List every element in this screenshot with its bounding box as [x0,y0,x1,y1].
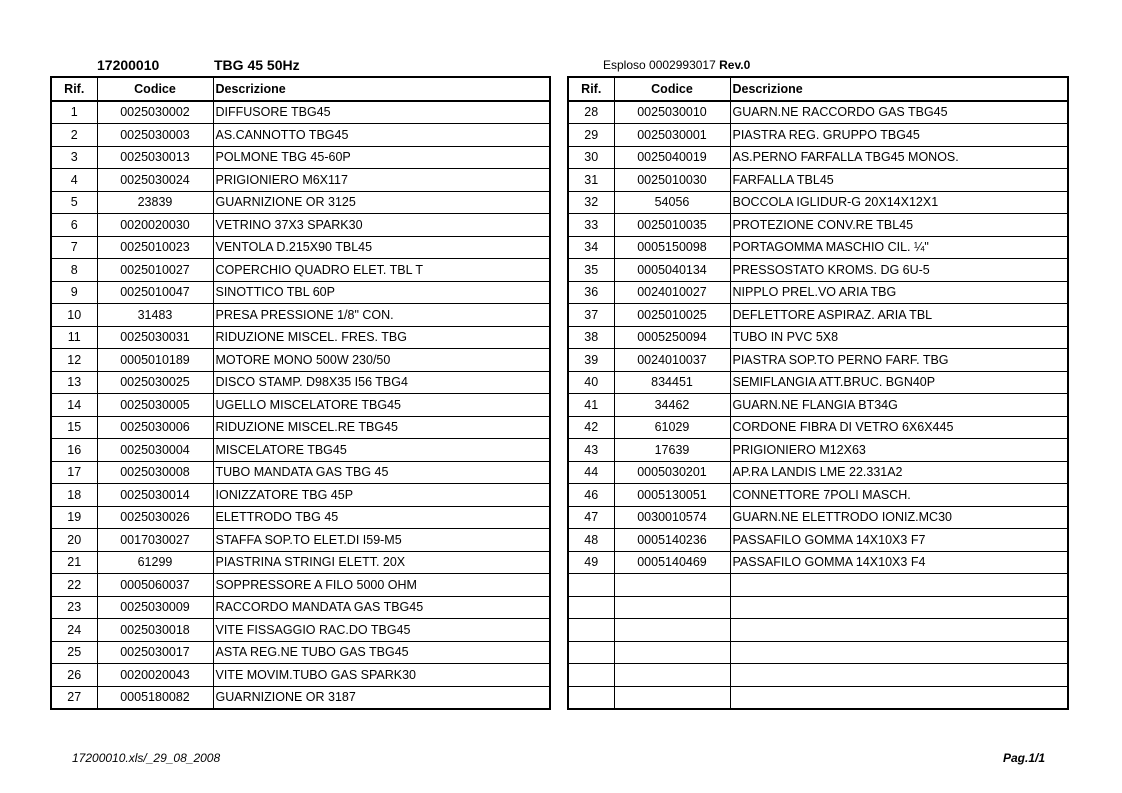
cell-rif: 34 [568,236,614,259]
parts-table-left-body [51,101,550,710]
cell-descrizione: RACCORDO MANDATA GAS TBG45 [213,596,550,619]
cell-rif: 19 [51,506,97,529]
table-row [51,596,550,619]
model-title: TBG 45 50Hz [214,57,300,73]
footer-page-number: Pag.1/1 [1003,751,1046,765]
table-row [51,619,550,642]
cell-codice: 31483 [97,304,213,327]
cell-rif: 3 [51,146,97,169]
cell-rif: 21 [51,551,97,574]
cell-codice [614,686,730,709]
cell-descrizione: VITE MOVIM.TUBO GAS SPARK30 [213,664,550,687]
cell-rif: 42 [568,416,614,439]
table-row [51,641,550,664]
cell-descrizione [730,686,1068,709]
cell-rif [568,574,614,597]
table-row [51,371,550,394]
table-row [568,686,1068,709]
cell-descrizione: MOTORE MONO 500W 230/50 [213,349,550,372]
cell-rif: 33 [568,214,614,237]
table-row [568,484,1068,507]
explosion-number: Esploso 0002993017 [603,58,716,72]
table-row [51,146,550,169]
cell-descrizione: AP.RA LANDIS LME 22.331A2 [730,461,1068,484]
cell-rif: 13 [51,371,97,394]
cell-descrizione: NIPPLO PREL.VO ARIA TBG [730,281,1068,304]
cell-rif: 2 [51,124,97,147]
col-header-codice: Codice [97,77,213,101]
cell-rif: 36 [568,281,614,304]
cell-codice [614,574,730,597]
cell-descrizione [730,596,1068,619]
cell-descrizione: DISCO STAMP. D98X35 I56 TBG4 [213,371,550,394]
cell-descrizione: COPERCHIO QUADRO ELET. TBL T [213,259,550,282]
cell-codice: 0025010030 [614,169,730,192]
cell-descrizione [730,641,1068,664]
cell-codice: 0025030006 [97,416,213,439]
table-row [51,484,550,507]
cell-rif [568,686,614,709]
cell-codice: 0025030008 [97,461,213,484]
table-row [51,686,550,709]
table-row [568,619,1068,642]
cell-rif: 26 [51,664,97,687]
cell-descrizione: PROTEZIONE CONV.RE TBL45 [730,214,1068,237]
cell-rif: 28 [568,101,614,124]
cell-codice: 54056 [614,191,730,214]
cell-rif: 10 [51,304,97,327]
table-row [568,529,1068,552]
cell-descrizione: ELETTRODO TBG 45 [213,506,550,529]
table-row [568,146,1068,169]
table-row [51,191,550,214]
cell-codice: 0025010023 [97,236,213,259]
cell-codice: 0025030002 [97,101,213,124]
cell-codice [614,664,730,687]
cell-descrizione: PRESSOSTATO KROMS. DG 6U-5 [730,259,1068,282]
cell-codice: 61029 [614,416,730,439]
cell-rif: 25 [51,641,97,664]
table-row [51,259,550,282]
cell-codice [614,619,730,642]
cell-rif: 35 [568,259,614,282]
table-row [51,461,550,484]
table-row [568,236,1068,259]
cell-descrizione: TUBO MANDATA GAS TBG 45 [213,461,550,484]
cell-descrizione [730,574,1068,597]
table-row [568,641,1068,664]
cell-descrizione: POLMONE TBG 45-60P [213,146,550,169]
table-header-row [51,77,550,101]
table-row [51,664,550,687]
table-row [51,529,550,552]
table-row [51,349,550,372]
cell-rif: 15 [51,416,97,439]
footer-file-name: 17200010.xls/_29_08_2008 [72,751,221,765]
cell-codice: 0024010037 [614,349,730,372]
cell-codice: 0025030026 [97,506,213,529]
cell-rif: 8 [51,259,97,282]
cell-codice: 0005150098 [614,236,730,259]
cell-descrizione: GUARNIZIONE OR 3125 [213,191,550,214]
cell-rif: 38 [568,326,614,349]
cell-codice: 0025010025 [614,304,730,327]
cell-codice: 23839 [97,191,213,214]
cell-rif: 22 [51,574,97,597]
document-code: 17200010 [97,57,160,73]
cell-rif: 29 [568,124,614,147]
cell-codice: 0017030027 [97,529,213,552]
table-row [568,461,1068,484]
cell-descrizione: DIFFUSORE TBG45 [213,101,550,124]
cell-rif: 4 [51,169,97,192]
cell-descrizione: PRESA PRESSIONE 1/8" CON. [213,304,550,327]
cell-rif: 30 [568,146,614,169]
col-header-descrizione: Descrizione [730,77,1068,101]
table-row [568,664,1068,687]
table-row [568,394,1068,417]
cell-codice: 834451 [614,371,730,394]
table-row [568,506,1068,529]
cell-rif [568,641,614,664]
cell-descrizione: PIASTRA SOP.TO PERNO FARF. TBG [730,349,1068,372]
table-row [568,169,1068,192]
cell-rif: 31 [568,169,614,192]
cell-descrizione: UGELLO MISCELATORE TBG45 [213,394,550,417]
cell-rif: 27 [51,686,97,709]
cell-rif: 39 [568,349,614,372]
cell-rif: 7 [51,236,97,259]
cell-codice: 0005140469 [614,551,730,574]
table-row [51,574,550,597]
cell-codice: 0025030014 [97,484,213,507]
cell-descrizione: PASSAFILO GOMMA 14X10X3 F4 [730,551,1068,574]
cell-descrizione: PRIGIONIERO M12X63 [730,439,1068,462]
cell-codice: 0025030013 [97,146,213,169]
cell-rif: 20 [51,529,97,552]
col-header-descrizione: Descrizione [213,77,550,101]
cell-codice: 0025030009 [97,596,213,619]
cell-codice [614,641,730,664]
cell-descrizione: GUARNIZIONE OR 3187 [213,686,550,709]
table-row [568,304,1068,327]
cell-descrizione: VENTOLA D.215X90 TBL45 [213,236,550,259]
cell-rif: 23 [51,596,97,619]
table-row [51,124,550,147]
cell-rif: 40 [568,371,614,394]
cell-descrizione: AS.PERNO FARFALLA TBG45 MONOS. [730,146,1068,169]
cell-descrizione: VITE FISSAGGIO RAC.DO TBG45 [213,619,550,642]
cell-descrizione: MISCELATORE TBG45 [213,439,550,462]
table-row [568,349,1068,372]
cell-codice [614,596,730,619]
table-row [568,574,1068,597]
cell-codice: 0005030201 [614,461,730,484]
table-row [568,371,1068,394]
cell-descrizione: VETRINO 37X3 SPARK30 [213,214,550,237]
table-header-row [568,77,1068,101]
revision-label: Rev.0 [719,58,751,72]
cell-rif: 37 [568,304,614,327]
table-row [568,214,1068,237]
cell-descrizione: GUARN.NE FLANGIA BT34G [730,394,1068,417]
cell-codice: 0005060037 [97,574,213,597]
cell-codice: 0025030031 [97,326,213,349]
cell-codice: 0020020043 [97,664,213,687]
cell-rif: 32 [568,191,614,214]
cell-rif: 1 [51,101,97,124]
cell-descrizione: BOCCOLA IGLIDUR-G 20X14X12X1 [730,191,1068,214]
cell-rif: 44 [568,461,614,484]
cell-codice: 0025030001 [614,124,730,147]
cell-descrizione: FARFALLA TBL45 [730,169,1068,192]
cell-codice: 34462 [614,394,730,417]
cell-codice: 0025030024 [97,169,213,192]
cell-codice: 0005250094 [614,326,730,349]
cell-codice: 0005040134 [614,259,730,282]
cell-rif: 6 [51,214,97,237]
table-row [568,124,1068,147]
cell-rif: 17 [51,461,97,484]
cell-codice: 0025030005 [97,394,213,417]
col-header-rif: Rif. [568,77,614,101]
table-row [51,101,550,124]
cell-codice: 0025030018 [97,619,213,642]
cell-descrizione: CORDONE FIBRA DI VETRO 6X6X445 [730,416,1068,439]
cell-rif: 46 [568,484,614,507]
cell-descrizione: RIDUZIONE MISCEL.RE TBG45 [213,416,550,439]
cell-codice: 0025010027 [97,259,213,282]
cell-codice: 17639 [614,439,730,462]
table-row [568,416,1068,439]
table-row [568,551,1068,574]
table-row [51,506,550,529]
col-header-rif: Rif. [51,77,97,101]
cell-codice: 0030010574 [614,506,730,529]
table-row [51,281,550,304]
cell-rif: 11 [51,326,97,349]
cell-descrizione: SINOTTICO TBL 60P [213,281,550,304]
table-row [568,326,1068,349]
cell-descrizione: PORTAGOMMA MASCHIO CIL. ¼" [730,236,1068,259]
cell-descrizione: PIASTRINA STRINGI ELETT. 20X [213,551,550,574]
cell-descrizione: GUARN.NE RACCORDO GAS TBG45 [730,101,1068,124]
cell-rif [568,596,614,619]
explosion-label [603,58,750,72]
cell-rif: 48 [568,529,614,552]
cell-codice: 0025010035 [614,214,730,237]
parts-table-right [567,76,1069,710]
table-row [51,304,550,327]
cell-codice: 0005010189 [97,349,213,372]
parts-table-right-body [568,101,1068,710]
cell-rif [568,619,614,642]
cell-rif: 5 [51,191,97,214]
cell-descrizione: STAFFA SOP.TO ELET.DI I59-M5 [213,529,550,552]
cell-rif [568,664,614,687]
cell-codice: 0024010027 [614,281,730,304]
cell-rif: 43 [568,439,614,462]
cell-descrizione: DEFLETTORE ASPIRAZ. ARIA TBL [730,304,1068,327]
table-row [568,439,1068,462]
cell-rif: 12 [51,349,97,372]
cell-codice: 0005180082 [97,686,213,709]
cell-descrizione: ASTA REG.NE TUBO GAS TBG45 [213,641,550,664]
table-row [568,191,1068,214]
cell-codice: 0025030004 [97,439,213,462]
parts-table-left [50,76,551,710]
cell-codice: 0025030025 [97,371,213,394]
cell-descrizione: RIDUZIONE MISCEL. FRES. TBG [213,326,550,349]
table-row [568,596,1068,619]
cell-codice: 0020020030 [97,214,213,237]
table-row [51,169,550,192]
cell-codice: 0025030010 [614,101,730,124]
cell-descrizione: PRIGIONIERO M6X117 [213,169,550,192]
table-row [51,394,550,417]
cell-rif: 41 [568,394,614,417]
cell-rif: 47 [568,506,614,529]
cell-codice: 0025040019 [614,146,730,169]
cell-descrizione: AS.CANNOTTO TBG45 [213,124,550,147]
table-row [568,101,1068,124]
cell-rif: 18 [51,484,97,507]
cell-rif: 49 [568,551,614,574]
cell-descrizione: SEMIFLANGIA ATT.BRUC. BGN40P [730,371,1068,394]
cell-rif: 24 [51,619,97,642]
cell-descrizione [730,664,1068,687]
cell-descrizione: PASSAFILO GOMMA 14X10X3 F7 [730,529,1068,552]
cell-rif: 9 [51,281,97,304]
cell-codice: 61299 [97,551,213,574]
table-row [568,281,1068,304]
cell-descrizione: SOPPRESSORE A FILO 5000 OHM [213,574,550,597]
col-header-codice: Codice [614,77,730,101]
table-row [568,259,1068,282]
cell-descrizione [730,619,1068,642]
cell-descrizione: CONNETTORE 7POLI MASCH. [730,484,1068,507]
cell-descrizione: TUBO IN PVC 5X8 [730,326,1068,349]
cell-codice: 0025030003 [97,124,213,147]
cell-descrizione: GUARN.NE ELETTRODO IONIZ.MC30 [730,506,1068,529]
cell-codice: 0005130051 [614,484,730,507]
cell-descrizione: PIASTRA REG. GRUPPO TBG45 [730,124,1068,147]
table-row [51,214,550,237]
cell-rif: 14 [51,394,97,417]
cell-codice: 0025030017 [97,641,213,664]
table-row [51,236,550,259]
table-row [51,326,550,349]
cell-descrizione: IONIZZATORE TBG 45P [213,484,550,507]
table-row [51,551,550,574]
cell-codice: 0005140236 [614,529,730,552]
cell-codice: 0025010047 [97,281,213,304]
table-row [51,416,550,439]
cell-rif: 16 [51,439,97,462]
table-row [51,439,550,462]
